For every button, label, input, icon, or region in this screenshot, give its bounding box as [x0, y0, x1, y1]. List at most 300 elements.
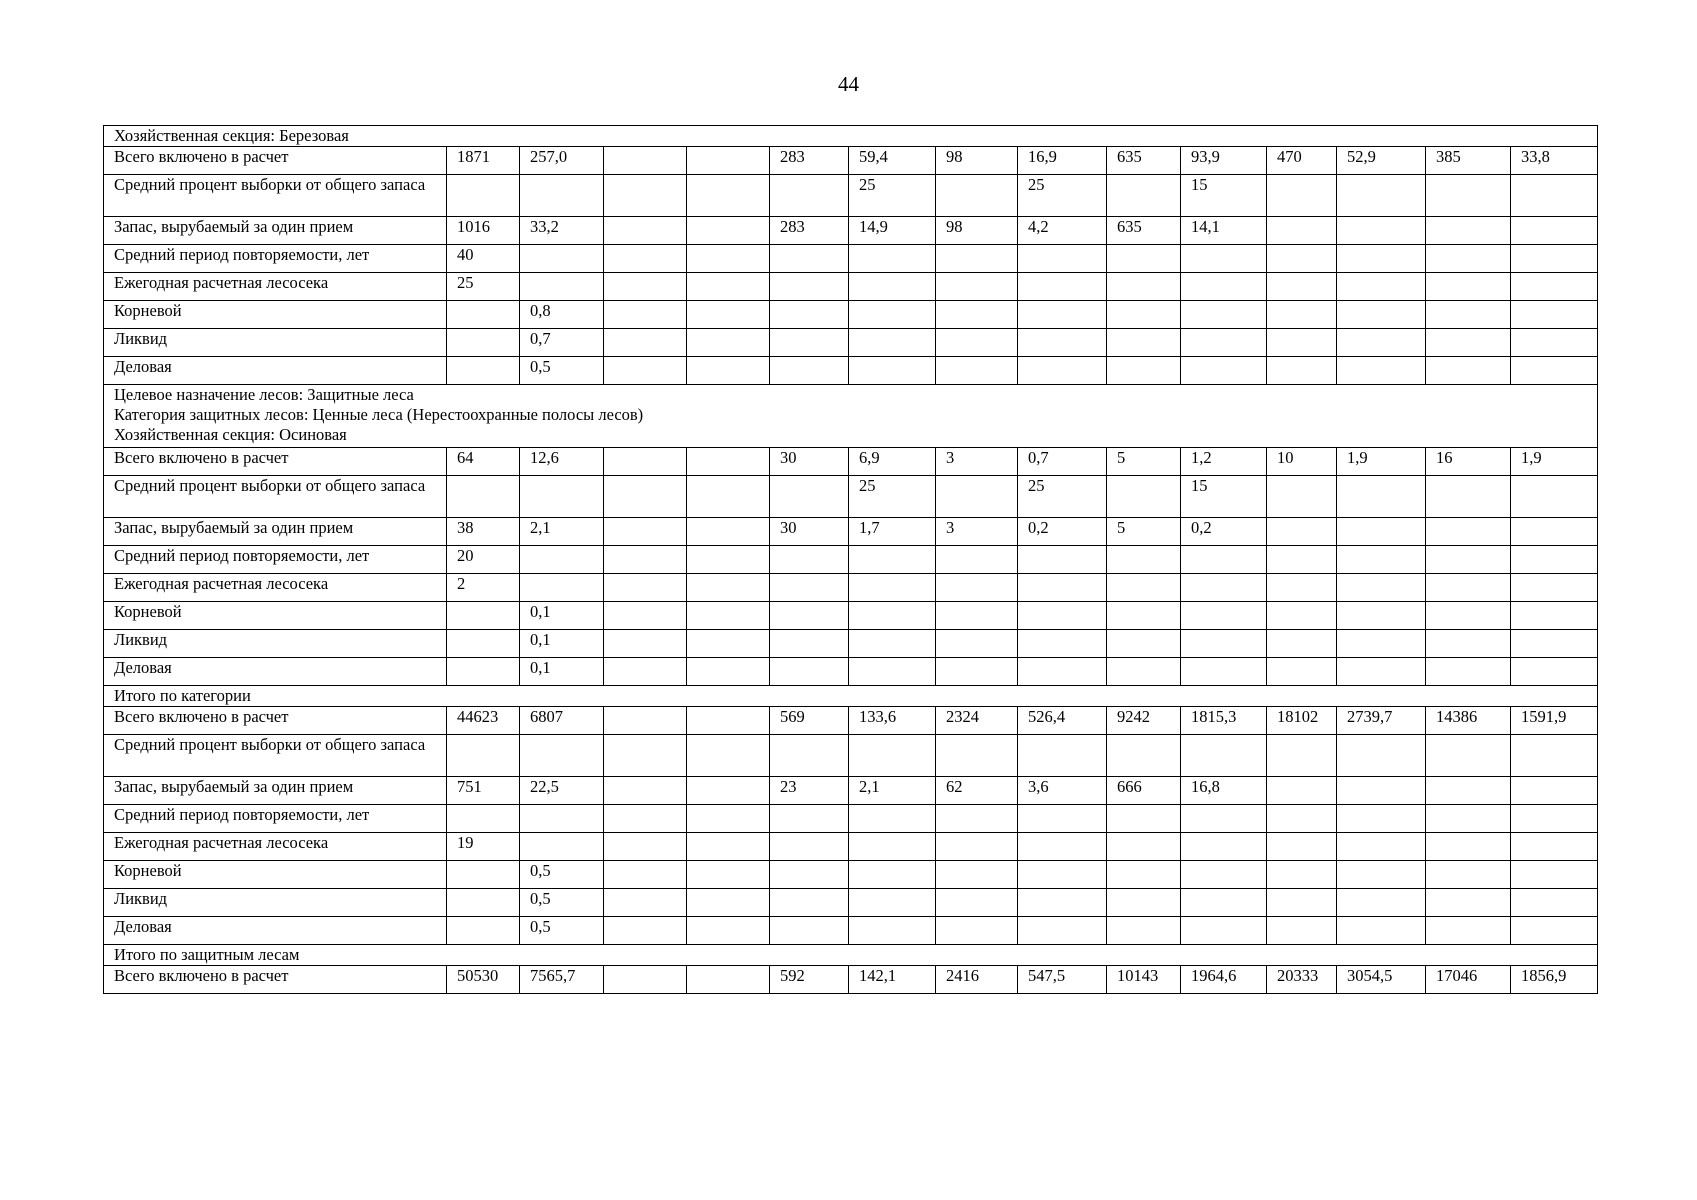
table-cell [520, 805, 604, 833]
table-cell [1267, 658, 1337, 686]
table-cell [447, 889, 520, 917]
table-cell [1267, 217, 1337, 245]
table-cell [1181, 546, 1267, 574]
table-cell: 2416 [936, 966, 1018, 994]
table-cell: 18102 [1267, 707, 1337, 735]
table-cell [1267, 917, 1337, 945]
section-header-text: Хозяйственная секция: Осиновая [114, 425, 347, 444]
table-cell [687, 861, 770, 889]
table-cell [520, 735, 604, 777]
table-cell: 25 [1018, 175, 1107, 217]
table-cell [1107, 833, 1181, 861]
table-cell [1267, 574, 1337, 602]
table-cell [1107, 602, 1181, 630]
table-cell [1107, 735, 1181, 777]
row-label: Средний период повторяемости, лет [104, 546, 447, 574]
table-cell [1107, 301, 1181, 329]
table-cell [1511, 735, 1598, 777]
table-cell [1018, 735, 1107, 777]
table-cell [1426, 301, 1511, 329]
table-row [104, 476, 1598, 518]
table-cell [1511, 329, 1598, 357]
table-cell [687, 273, 770, 301]
table-cell [936, 273, 1018, 301]
table-cell [687, 217, 770, 245]
table-cell: 98 [936, 147, 1018, 175]
table-cell: 16,9 [1018, 147, 1107, 175]
table-cell [687, 245, 770, 273]
table-cell [1337, 861, 1426, 889]
table-cell [1426, 217, 1511, 245]
table-cell [604, 546, 687, 574]
table-cell [1426, 546, 1511, 574]
table-cell: 33,2 [520, 217, 604, 245]
table-cell [604, 966, 687, 994]
table-cell: 16,8 [1181, 777, 1267, 805]
table-cell [687, 917, 770, 945]
table-cell [849, 357, 936, 385]
table-cell: 14386 [1426, 707, 1511, 735]
section-header-text: Итого по категории [114, 686, 251, 705]
table-cell [687, 448, 770, 476]
table-cell: 2,1 [849, 777, 936, 805]
table-cell [1337, 574, 1426, 602]
table-cell [1337, 735, 1426, 777]
table-cell [1018, 602, 1107, 630]
table-row [104, 735, 1598, 777]
table-cell [1511, 833, 1598, 861]
row-label: Запас, вырубаемый за один прием [104, 518, 447, 546]
table-cell [1018, 546, 1107, 574]
table-row [104, 147, 1598, 175]
table-cell: 0,2 [1018, 518, 1107, 546]
table-cell [687, 707, 770, 735]
table-row [104, 861, 1598, 889]
table-cell [447, 630, 520, 658]
table-cell [1511, 518, 1598, 546]
table-row [104, 602, 1598, 630]
table-cell: 5 [1107, 448, 1181, 476]
table-cell [1511, 889, 1598, 917]
table-cell: 666 [1107, 777, 1181, 805]
table-cell: 283 [770, 217, 849, 245]
table-cell [1337, 518, 1426, 546]
table-cell [687, 966, 770, 994]
table-cell: 526,4 [1018, 707, 1107, 735]
table-cell [1267, 357, 1337, 385]
table-cell [604, 245, 687, 273]
table-cell [770, 630, 849, 658]
table-cell [1107, 546, 1181, 574]
table-cell [936, 546, 1018, 574]
row-label: Ликвид [104, 630, 447, 658]
row-label: Средний процент выборки от общего запаса [104, 476, 447, 518]
table-cell: 38 [447, 518, 520, 546]
table-cell [687, 147, 770, 175]
table-cell: 2,1 [520, 518, 604, 546]
page-number: 44 [838, 72, 859, 96]
table-cell [687, 518, 770, 546]
table-cell [604, 329, 687, 357]
table-cell: 14,1 [1181, 217, 1267, 245]
section-header-row [104, 385, 1598, 448]
table-row [104, 889, 1598, 917]
table-cell: 64 [447, 448, 520, 476]
table-cell [1181, 861, 1267, 889]
table-cell [1181, 917, 1267, 945]
table-cell [1181, 357, 1267, 385]
table-cell [770, 329, 849, 357]
section-header-cell [104, 945, 1598, 966]
table-cell [1018, 245, 1107, 273]
table-cell [849, 735, 936, 777]
table-cell [1426, 777, 1511, 805]
table-row [104, 448, 1598, 476]
section-header-text: Категория защитных лесов: Ценные леса (Нерестоохранные полосы лесов) [114, 405, 644, 424]
table-cell [1267, 889, 1337, 917]
table-cell [1511, 861, 1598, 889]
table-cell: 20333 [1267, 966, 1337, 994]
row-label: Корневой [104, 602, 447, 630]
row-label: Средний период повторяемости, лет [104, 245, 447, 273]
table-cell [1181, 889, 1267, 917]
table-row [104, 301, 1598, 329]
table-cell [604, 217, 687, 245]
table-cell [770, 273, 849, 301]
table-cell: 40 [447, 245, 520, 273]
table-cell [1426, 518, 1511, 546]
table-cell [604, 707, 687, 735]
table-cell [1337, 630, 1426, 658]
row-label: Запас, вырубаемый за один прием [104, 217, 447, 245]
table-cell [1181, 805, 1267, 833]
table-cell: 2 [447, 574, 520, 602]
section-header-text: Целевое назначение лесов: Защитные леса [114, 385, 414, 404]
table-cell [520, 833, 604, 861]
section-header-row [104, 126, 1598, 147]
table-cell [936, 630, 1018, 658]
table-cell [1511, 777, 1598, 805]
table-cell: 0,7 [520, 329, 604, 357]
table-cell: 1,7 [849, 518, 936, 546]
table-cell [1181, 245, 1267, 273]
table-cell [1426, 329, 1511, 357]
section-header-row [104, 686, 1598, 707]
table-row [104, 630, 1598, 658]
table-cell [1018, 889, 1107, 917]
row-label: Всего включено в расчет [104, 448, 447, 476]
table-row [104, 707, 1598, 735]
row-label: Деловая [104, 917, 447, 945]
table-cell [447, 357, 520, 385]
table-cell [1337, 301, 1426, 329]
table-cell: 635 [1107, 217, 1181, 245]
table-cell [1018, 833, 1107, 861]
table-cell [447, 658, 520, 686]
table-cell [1107, 574, 1181, 602]
table-cell [1337, 602, 1426, 630]
table-cell [1511, 476, 1598, 518]
table-cell: 1815,3 [1181, 707, 1267, 735]
table-cell [1181, 630, 1267, 658]
table-cell [936, 861, 1018, 889]
table-cell: 1871 [447, 147, 520, 175]
table-cell [447, 175, 520, 217]
table-cell [687, 833, 770, 861]
table-cell [936, 833, 1018, 861]
table-cell [687, 476, 770, 518]
table-cell [1337, 917, 1426, 945]
table-cell [1511, 917, 1598, 945]
table-cell: 470 [1267, 147, 1337, 175]
table-cell [936, 476, 1018, 518]
table-cell [687, 329, 770, 357]
table-cell [936, 889, 1018, 917]
table-cell: 17046 [1426, 966, 1511, 994]
row-label: Ежегодная расчетная лесосека [104, 574, 447, 602]
table-cell [687, 889, 770, 917]
table-cell: 62 [936, 777, 1018, 805]
table-cell [1018, 301, 1107, 329]
forest-calculation-table [103, 125, 1598, 994]
table-cell [936, 329, 1018, 357]
table-cell [1337, 546, 1426, 574]
table-cell: 751 [447, 777, 520, 805]
table-cell [1267, 602, 1337, 630]
table-cell [604, 518, 687, 546]
table-cell: 16 [1426, 448, 1511, 476]
table-cell [1337, 245, 1426, 273]
row-label: Деловая [104, 357, 447, 385]
table-cell [604, 658, 687, 686]
table-cell: 142,1 [849, 966, 936, 994]
table-cell [770, 546, 849, 574]
table-cell [936, 357, 1018, 385]
table-cell [1337, 476, 1426, 518]
table-cell: 3 [936, 448, 1018, 476]
row-label: Запас, вырубаемый за один прием [104, 777, 447, 805]
table-cell: 0,5 [520, 917, 604, 945]
section-header-row [104, 945, 1598, 966]
section-header-text: Итого по защитным лесам [114, 945, 300, 964]
table-cell: 93,9 [1181, 147, 1267, 175]
table-cell [1267, 833, 1337, 861]
table-cell: 5 [1107, 518, 1181, 546]
table-cell [687, 630, 770, 658]
table-cell [520, 574, 604, 602]
table-cell [1018, 917, 1107, 945]
table-cell [1267, 630, 1337, 658]
table-cell [447, 861, 520, 889]
table-row [104, 777, 1598, 805]
table-cell: 0,1 [520, 658, 604, 686]
table-cell [1181, 735, 1267, 777]
row-label: Ликвид [104, 889, 447, 917]
table-cell [1267, 245, 1337, 273]
table-cell [936, 245, 1018, 273]
table-row [104, 546, 1598, 574]
table-cell [770, 301, 849, 329]
table-cell [1426, 357, 1511, 385]
table-cell: 10 [1267, 448, 1337, 476]
table-cell: 14,9 [849, 217, 936, 245]
table-cell [770, 476, 849, 518]
table-cell: 1856,9 [1511, 966, 1598, 994]
table-cell [1181, 574, 1267, 602]
table-cell [1018, 630, 1107, 658]
table-cell [520, 546, 604, 574]
table-cell [687, 357, 770, 385]
table-cell [1337, 889, 1426, 917]
table-cell [1337, 175, 1426, 217]
row-label: Ежегодная расчетная лесосека [104, 273, 447, 301]
table-cell [1426, 175, 1511, 217]
table-cell [1337, 833, 1426, 861]
table-cell: 2324 [936, 707, 1018, 735]
table-cell: 0,8 [520, 301, 604, 329]
table-cell: 50530 [447, 966, 520, 994]
row-label: Деловая [104, 658, 447, 686]
table-cell [770, 245, 849, 273]
table-cell: 23 [770, 777, 849, 805]
table-cell: 283 [770, 147, 849, 175]
table-cell: 59,4 [849, 147, 936, 175]
table-cell [1018, 574, 1107, 602]
table-cell: 33,8 [1511, 147, 1598, 175]
table-cell [687, 546, 770, 574]
table-row [104, 245, 1598, 273]
table-cell: 30 [770, 518, 849, 546]
table-cell [1511, 357, 1598, 385]
table-cell: 1591,9 [1511, 707, 1598, 735]
table-cell [604, 777, 687, 805]
table-cell [1426, 273, 1511, 301]
table-cell [1107, 861, 1181, 889]
table-cell [936, 805, 1018, 833]
table-cell [520, 175, 604, 217]
table-cell [1426, 735, 1511, 777]
table-cell: 592 [770, 966, 849, 994]
section-header-cell [104, 686, 1598, 707]
table-cell [1018, 329, 1107, 357]
table-cell: 9242 [1107, 707, 1181, 735]
table-cell: 22,5 [520, 777, 604, 805]
table-cell [849, 329, 936, 357]
table-cell [1426, 602, 1511, 630]
table-cell [1426, 889, 1511, 917]
table-cell [1511, 273, 1598, 301]
table-cell [849, 805, 936, 833]
table-cell: 52,9 [1337, 147, 1426, 175]
table-cell [1426, 833, 1511, 861]
table-cell [1337, 777, 1426, 805]
table-cell [1426, 630, 1511, 658]
table-cell [520, 273, 604, 301]
table-cell: 98 [936, 217, 1018, 245]
table-cell [1181, 273, 1267, 301]
table-cell [849, 245, 936, 273]
table-cell [770, 175, 849, 217]
table-body [104, 126, 1598, 994]
table-cell [849, 630, 936, 658]
table-cell [770, 889, 849, 917]
table-cell [1426, 861, 1511, 889]
table-cell: 12,6 [520, 448, 604, 476]
table-cell: 0,2 [1181, 518, 1267, 546]
table-cell [604, 448, 687, 476]
table-cell [936, 658, 1018, 686]
table-cell [1181, 833, 1267, 861]
table-row [104, 966, 1598, 994]
table-cell: 2739,7 [1337, 707, 1426, 735]
table-cell [604, 833, 687, 861]
table-cell [687, 602, 770, 630]
table-cell [936, 574, 1018, 602]
table-cell: 15 [1181, 175, 1267, 217]
table-cell: 0,5 [520, 357, 604, 385]
table-row [104, 329, 1598, 357]
table-row [104, 217, 1598, 245]
table-cell [1511, 217, 1598, 245]
table-cell [1337, 658, 1426, 686]
table-cell [687, 574, 770, 602]
table-cell [520, 245, 604, 273]
table-cell [1107, 329, 1181, 357]
table-cell: 257,0 [520, 147, 604, 175]
table-cell [1426, 917, 1511, 945]
table-cell [1267, 175, 1337, 217]
table-cell [604, 476, 687, 518]
table-cell [770, 574, 849, 602]
table-cell: 3 [936, 518, 1018, 546]
table-cell: 3054,5 [1337, 966, 1426, 994]
table-cell: 0,1 [520, 630, 604, 658]
table-cell [1107, 175, 1181, 217]
table-cell: 1,9 [1511, 448, 1598, 476]
table-cell [1181, 602, 1267, 630]
table-cell [936, 175, 1018, 217]
table-cell [687, 301, 770, 329]
table-cell: 7565,7 [520, 966, 604, 994]
table-cell [604, 175, 687, 217]
table-cell [936, 602, 1018, 630]
table-cell [770, 658, 849, 686]
table-cell [849, 273, 936, 301]
table-cell: 25 [849, 476, 936, 518]
table-cell: 1016 [447, 217, 520, 245]
table-cell [604, 805, 687, 833]
table-cell: 4,2 [1018, 217, 1107, 245]
table-cell [849, 301, 936, 329]
table-cell [1511, 630, 1598, 658]
table-cell [604, 147, 687, 175]
table-cell [936, 735, 1018, 777]
table-cell [1511, 175, 1598, 217]
table-cell [1107, 245, 1181, 273]
table-cell [1337, 357, 1426, 385]
table-cell [1337, 329, 1426, 357]
table-cell [1511, 658, 1598, 686]
table-cell [1267, 476, 1337, 518]
table-cell [1426, 574, 1511, 602]
table-cell: 25 [447, 273, 520, 301]
table-cell [447, 301, 520, 329]
table-cell [1511, 546, 1598, 574]
table-cell [447, 735, 520, 777]
table-cell [447, 476, 520, 518]
table-cell: 1964,6 [1181, 966, 1267, 994]
table-cell [604, 630, 687, 658]
